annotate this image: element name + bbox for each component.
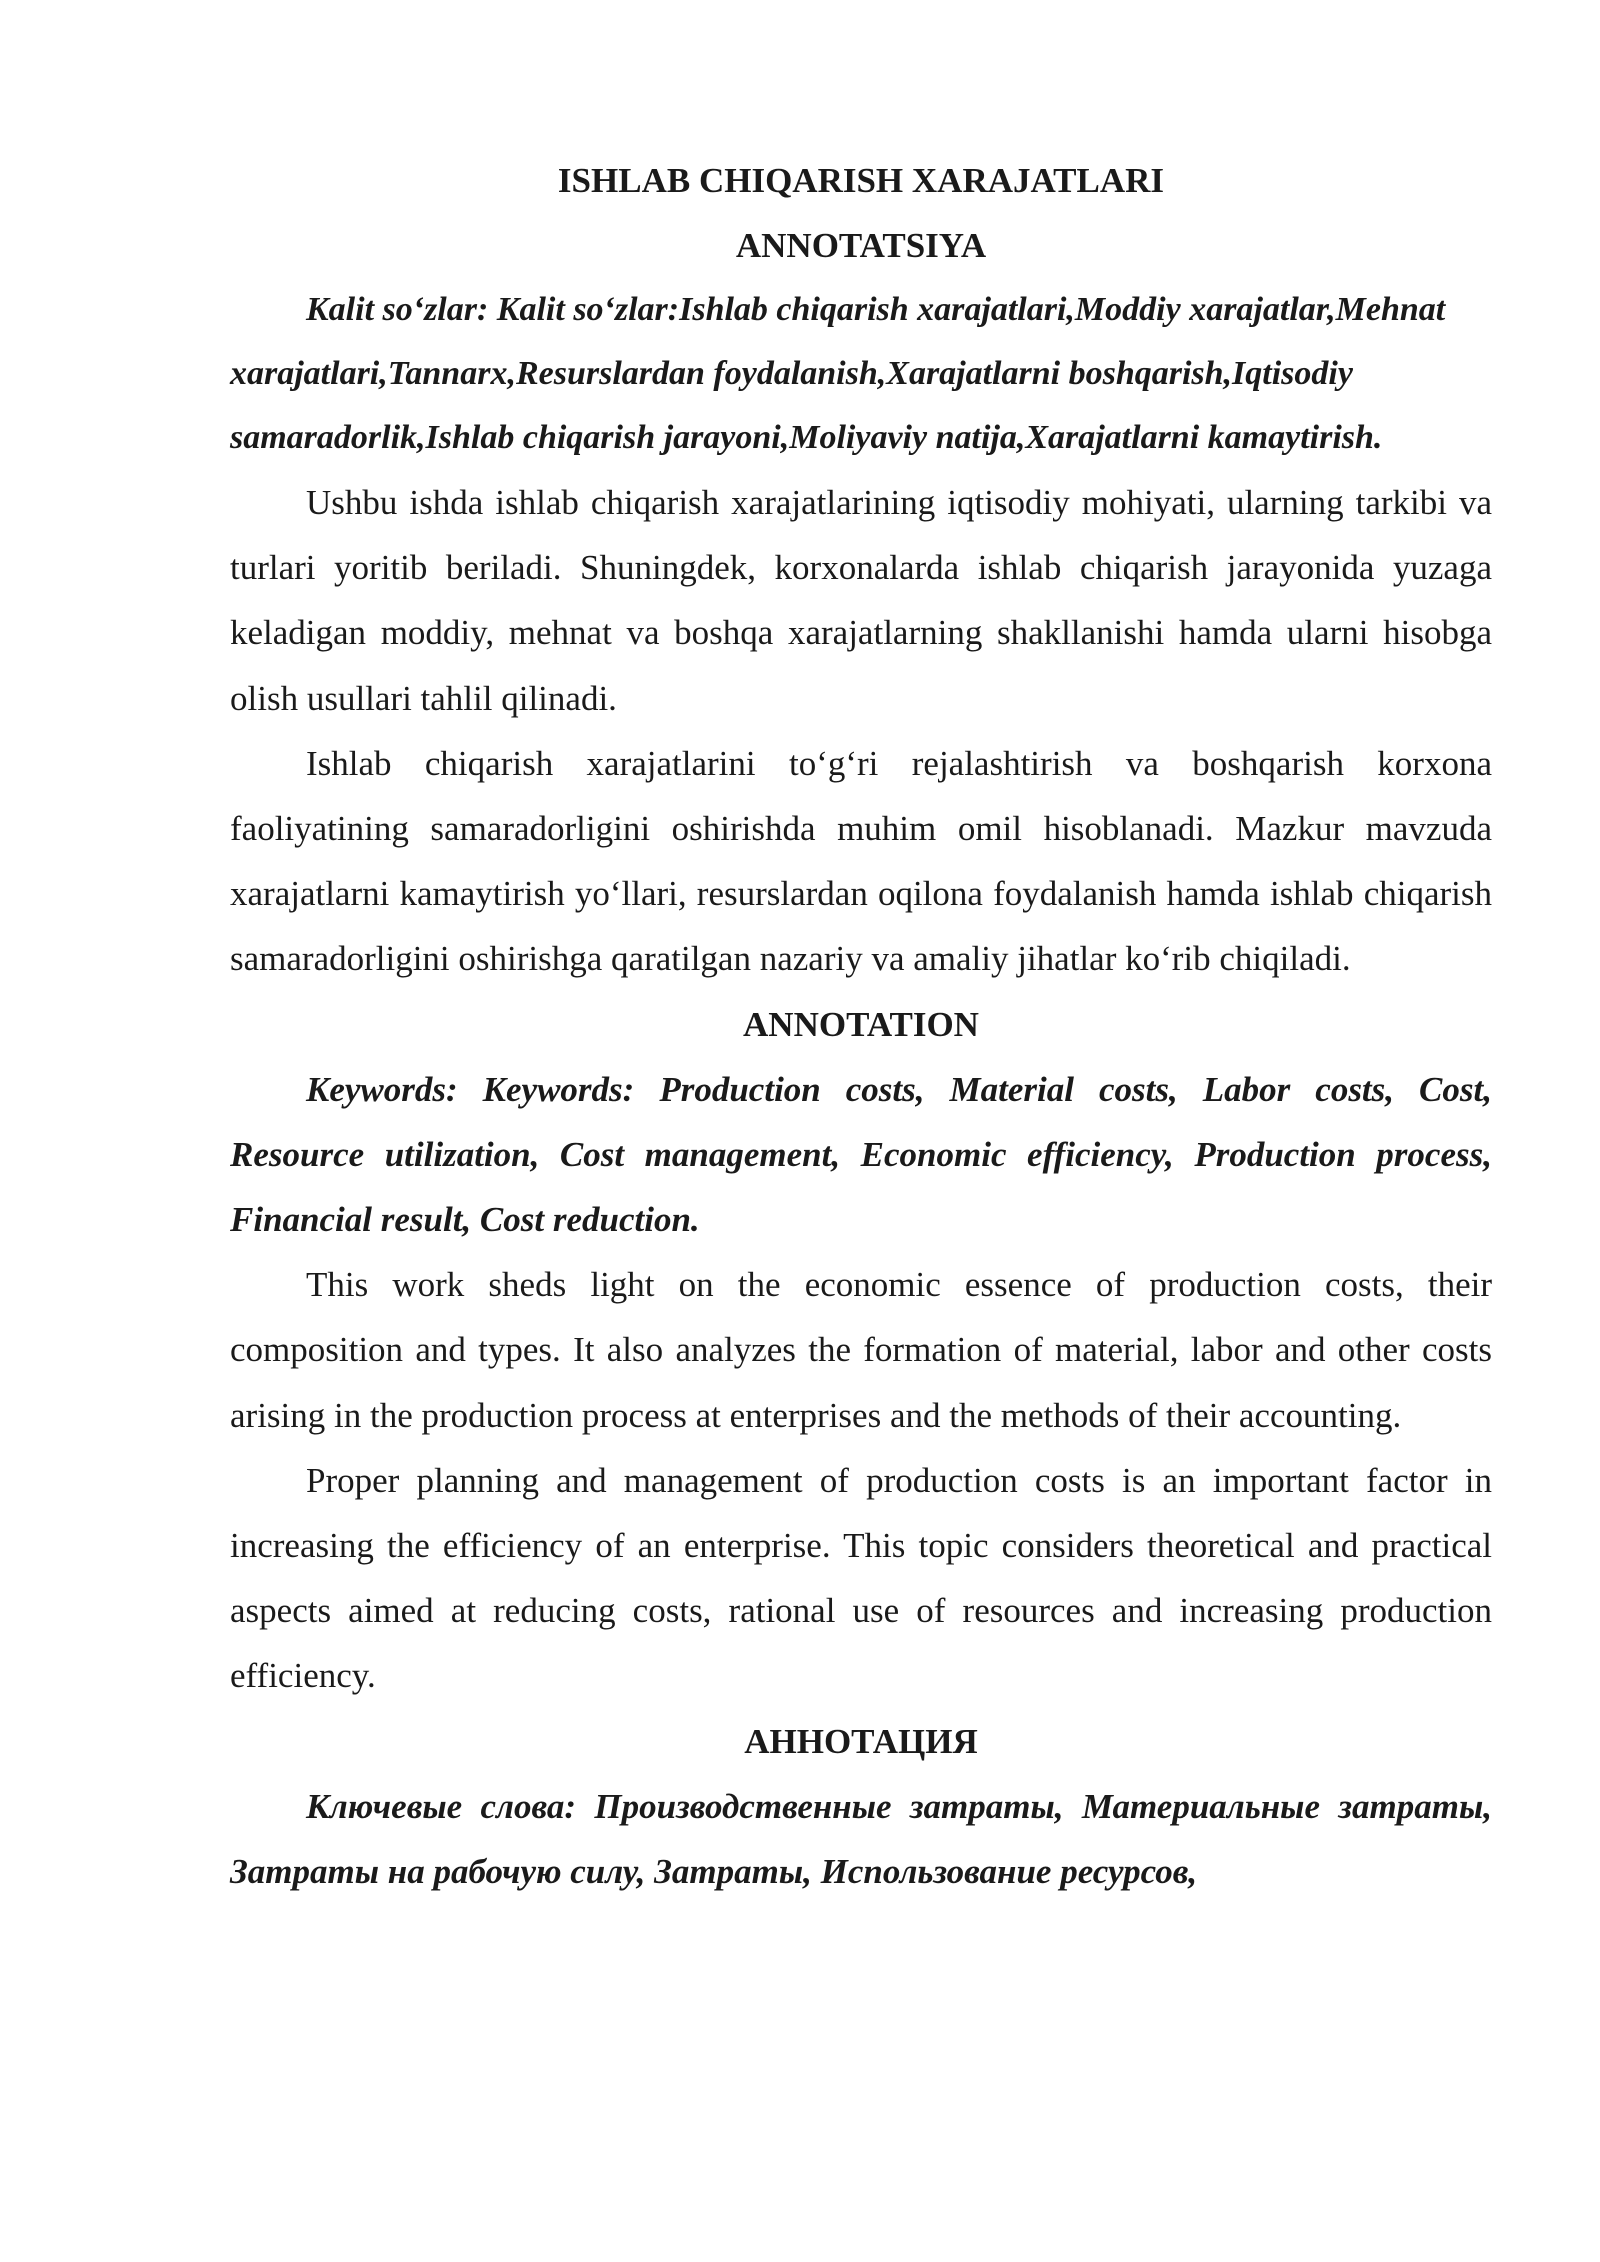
en-keywords: Keywords: Keywords: Production costs, Material costs, Labor costs, Cost, Resource utilization, Cost management, Economic efficiency, Production process, Financial result, Cost reduction. [230, 1069, 1492, 1240]
ru-keywords: Ключевые слова: Производственные затраты, Материальные затраты, Затраты на рабочую силу, Затраты, Использование ресурсов, [230, 1786, 1492, 1891]
document-title: ISHLAB CHIQARISH XARAJATLARI [557, 161, 1165, 200]
en-paragraph-2: Proper planning and management of production costs is an important factor in increasing the efficiency of an enterprise. This topic considers theoretical and practical aspects aimed at reducing costs, rational use of resources and increasing production efficiency. [230, 1460, 1492, 1696]
uz-keywords: Kalit so‘zlar: Kalit so‘zlar:Ishlab chiqarish xarajatlari,Moddiy xarajatlar,Mehnat xarajatlari,Tannarx,Resurslardan foydalanish,Xarajatlarni boshqarish,Iqtisodiy samaradorlik,Ishlab chiqarish jarayoni,Moliyaviy natija,Xarajatlarni kamaytirish. [230, 291, 1446, 456]
en-annotation-heading: ANNOTATION [743, 1004, 979, 1044]
uz-annotation-heading: ANNOTATSIYA [735, 226, 987, 265]
document-page [230, 148, 1492, 1904]
uz-paragraph-1: Ushbu ishda ishlab chiqarish xarajatlarining iqtisodiy mohiyati, ularning tarkibi va turlari yoritib beriladi. Shuningdek, korxonalarda ishlab chiqarish jarayonida yuzaga keladigan moddiy, mehnat va boshqa xarajatlarning shakllanishi hamda ularni hisobga olish usullari tahlil qilinadi. [230, 483, 1492, 718]
en-paragraph-1: This work sheds light on the economic essence of production costs, their composition and types. It also analyzes the formation of material, labor and other costs arising in the production process at enterprises and the methods of their accounting. [230, 1265, 1492, 1435]
uz-paragraph-2: Ishlab chiqarish xarajatlarini to‘g‘ri rejalashtirish va boshqarish korxona faoliyatining samaradorligini oshirishda muhim omil hisoblanadi. Mazkur mavzuda xarajatlarni kamaytirish yo‘llari, resurslardan oqilona foydalanish hamda ishlab chiqarish samaradorligini oshirishga qaratilgan nazariy va amaliy jihatlar ko‘rib chiqiladi. [230, 743, 1492, 979]
ru-annotation-heading: АННОТАЦИЯ [744, 1721, 978, 1761]
